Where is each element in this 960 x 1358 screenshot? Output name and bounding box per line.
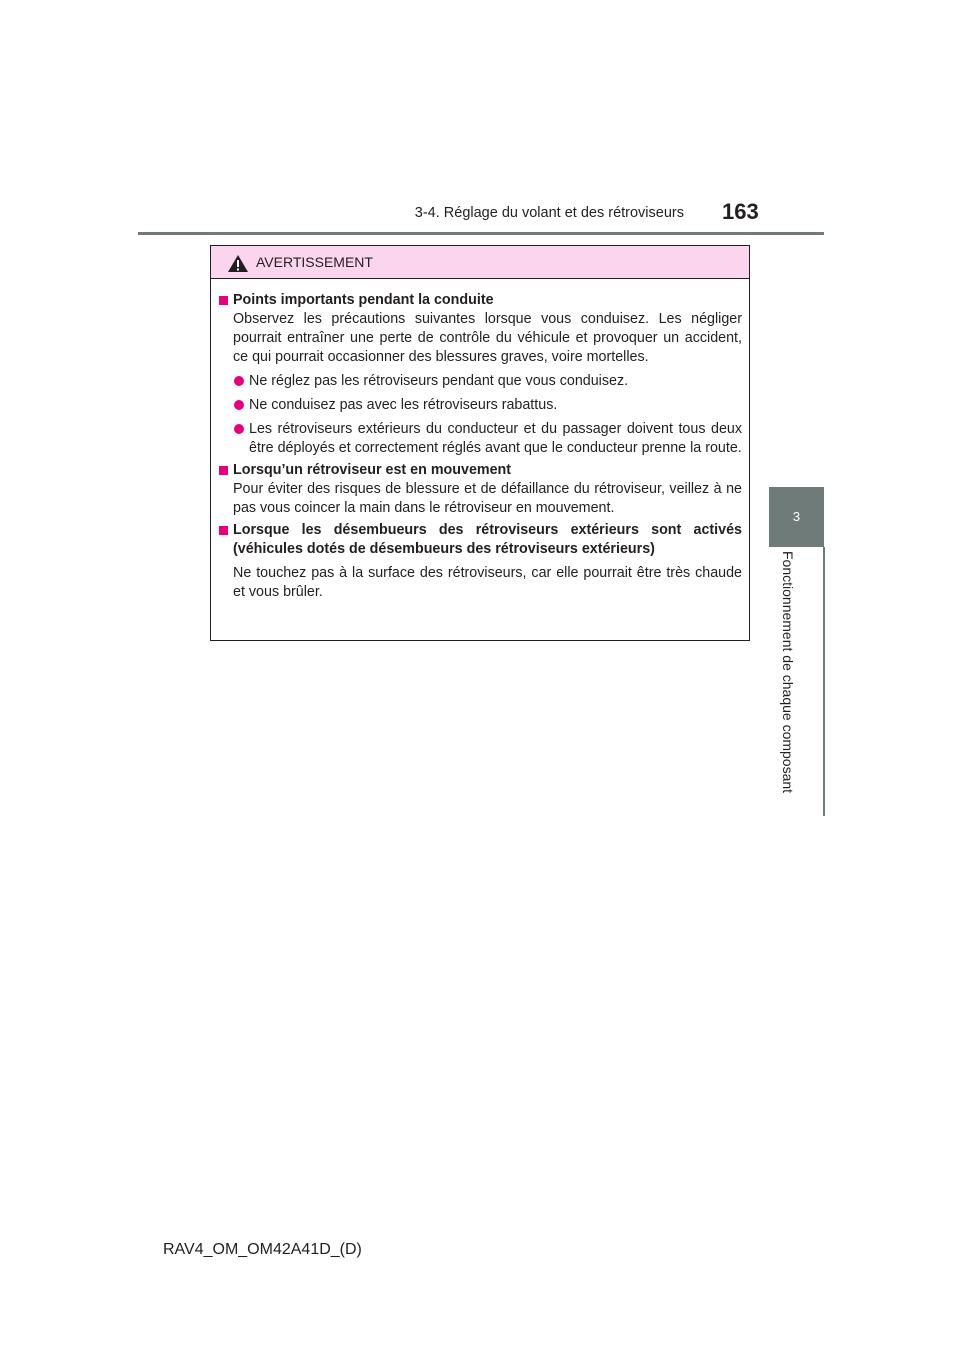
list-item (218, 372, 742, 391)
warning-section-3-text: Ne touchez pas à la surface des rétroviseurs, car elle pourrait être très chaude et vous brûler. (233, 565, 742, 600)
warning-section-2-heading (218, 461, 742, 480)
side-rule (823, 547, 825, 816)
warning-box (210, 245, 750, 641)
chapter-number: 3 (792, 509, 801, 524)
round-bullet-icon (234, 400, 244, 410)
document-code: RAV4_OM_OM42A41D_(D) (163, 1241, 362, 1258)
heading-text: Lorsque les désembueurs des rétroviseurs extérieurs sont activés (véhicules dotés de désembueurs des rétroviseurs extérieurs) (233, 522, 742, 557)
chapter-tab (769, 487, 824, 547)
square-bullet-icon (219, 526, 228, 535)
list-item (218, 420, 742, 458)
warning-title: AVERTISSEMENT (256, 254, 373, 270)
bullet-text: Ne réglez pas les rétroviseurs pendant que vous conduisez. (249, 373, 629, 389)
heading-text: Points importants pendant la conduite (233, 292, 494, 308)
warning-body (211, 279, 749, 602)
square-bullet-icon (219, 466, 228, 475)
chapter-label: Fonctionnement de chaque composant (780, 551, 796, 794)
page-number: 163 (722, 199, 759, 224)
bullet-text: Ne conduisez pas avec les rétroviseurs rabattus. (249, 397, 558, 413)
list-item (218, 396, 742, 415)
warning-section-1-text: Observez les précautions suivantes lorsque vous conduisez. Les négliger pourrait entraîner une perte de contrôle du véhicule et provoquer un accident, ce qui pourrait occasionner des blessures graves, voire mortelles. (233, 311, 742, 365)
section-title: 3-4. Réglage du volant et des rétroviseurs (414, 205, 684, 221)
square-bullet-icon (219, 296, 228, 305)
header-rule (138, 232, 824, 235)
round-bullet-icon (234, 424, 244, 434)
round-bullet-icon (234, 376, 244, 386)
heading-text: Lorsqu’un rétroviseur est en mouvement (233, 462, 512, 478)
bullet-text: Les rétroviseurs extérieurs du conducteur et du passager doivent tous deux être déployés et correctement réglés avant que le conducteur prenne la route. (249, 421, 742, 456)
warning-header (211, 246, 749, 279)
warning-section-2-text: Pour éviter des risques de blessure et de défaillance du rétroviseur, veillez à ne pas vous coincer la main dans le rétroviseur en mouvement. (233, 481, 742, 516)
warning-section-3-heading (218, 521, 742, 559)
warning-triangle-icon (227, 254, 249, 273)
warning-section-1-heading (218, 291, 742, 310)
